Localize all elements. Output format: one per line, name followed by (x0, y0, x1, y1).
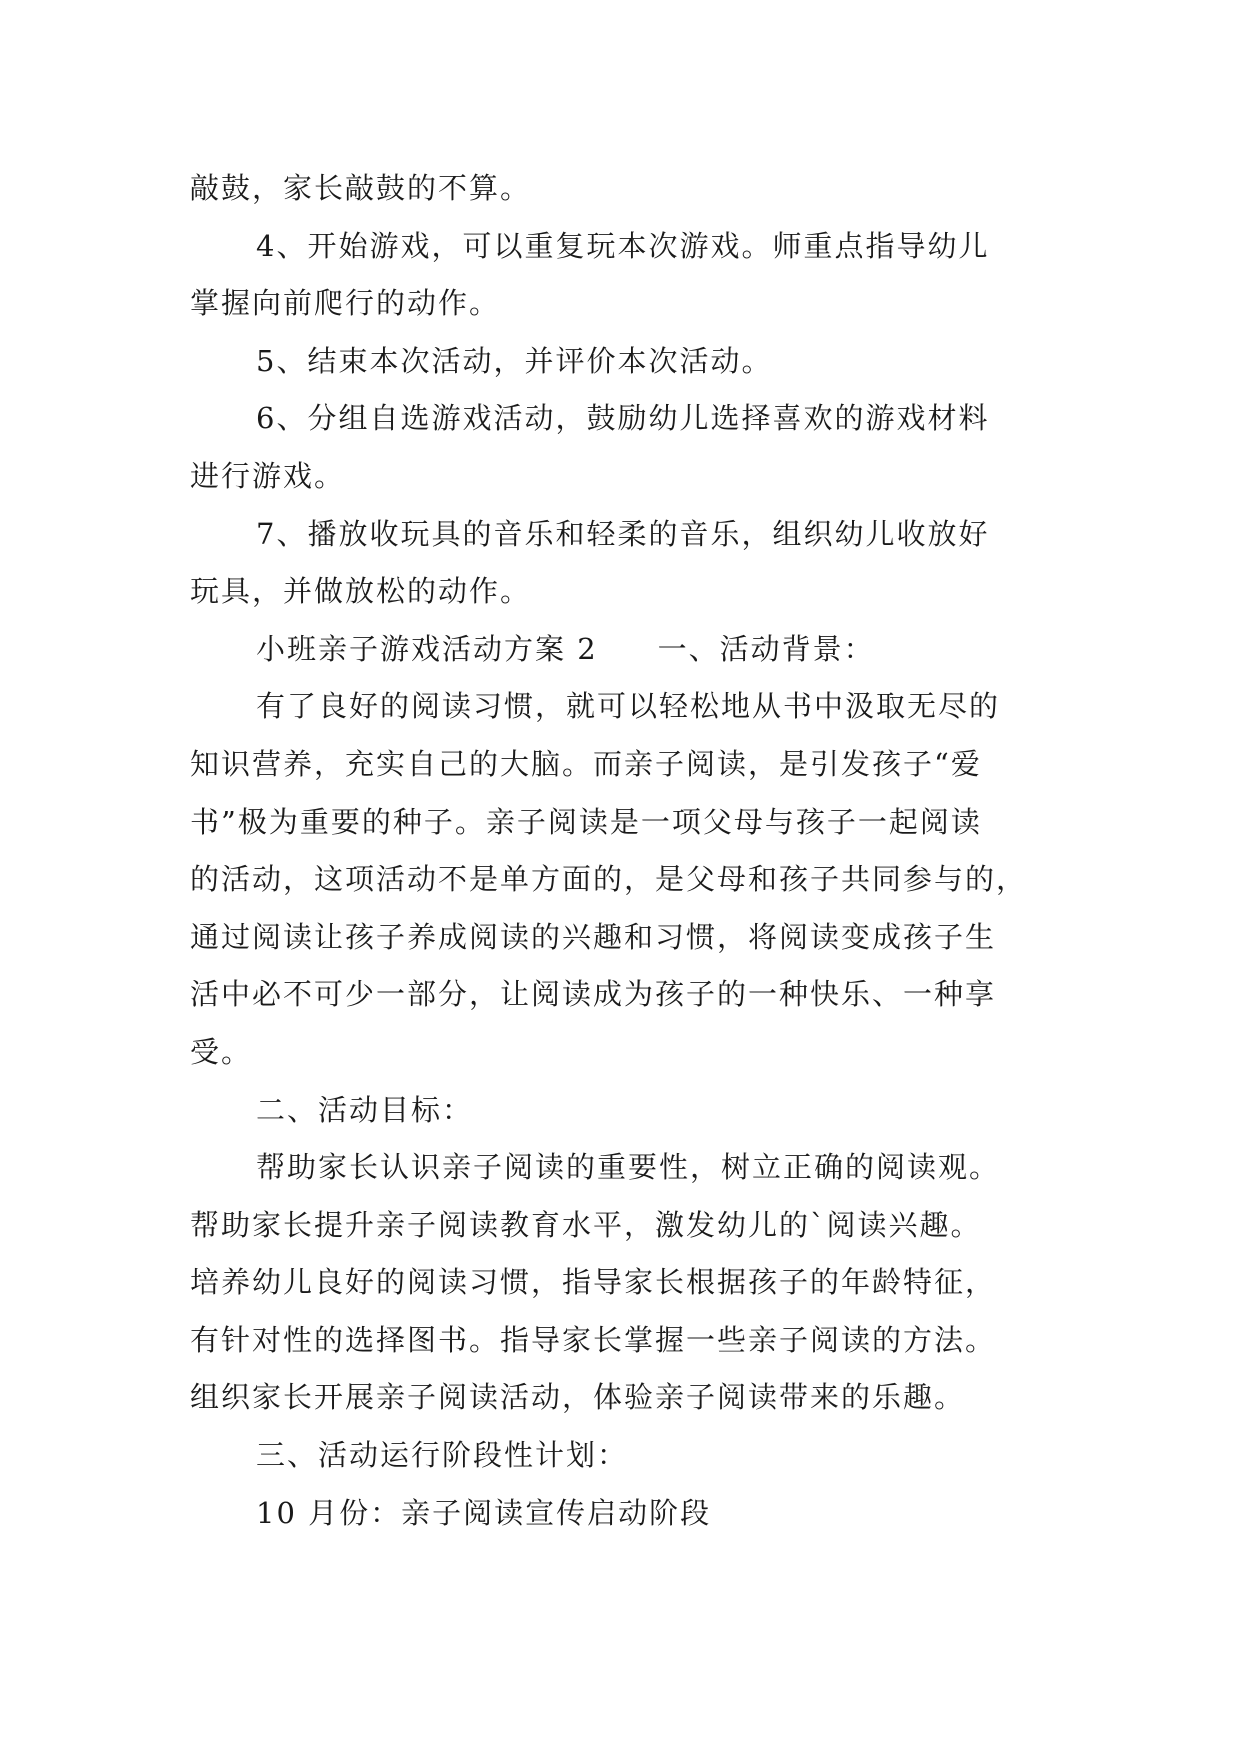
paragraph-2 (190, 218, 1051, 333)
paragraph-7 (190, 678, 1051, 1081)
text-line: 6、分组自选游戏活动，鼓励幼儿选择喜欢的游戏材料 (256, 401, 990, 436)
document-title: 小班亲子游戏活动方案 2 (256, 631, 598, 666)
section-heading: 二、活动目标： (256, 1092, 474, 1127)
text-line: 有针对性的选择图书。指导家长掌握一些亲子阅读的方法。 (190, 1322, 997, 1357)
paragraph-3 (190, 333, 1051, 391)
section-heading: 三、活动运行阶段性计划： (256, 1438, 629, 1473)
paragraph-11 (190, 1485, 1051, 1543)
text-line: 10 月份：亲子阅读宣传启动阶段 (256, 1495, 712, 1530)
text-line: 培养幼儿良好的阅读习惯，指导家长根据孩子的年龄特征， (190, 1265, 997, 1300)
paragraph-10 (190, 1427, 1051, 1485)
text-line: 有了良好的阅读习惯，就可以轻松地从书中汲取无尽的 (256, 689, 1001, 724)
text-line: 5、结束本次活动，并评价本次活动。 (256, 343, 773, 378)
paragraph-8 (190, 1082, 1051, 1140)
text-line: 敲鼓，家长敲鼓的不算。 (190, 171, 532, 205)
heading-line (190, 621, 1051, 679)
text-line: 的活动，这项活动不是单方面的，是父母和孩子共同参与的， (190, 862, 1028, 897)
text-line: 书”极为重要的种子。亲子阅读是一项父母与孩子一起阅读 (190, 804, 982, 839)
text-line: 玩具，并做放松的动作。 (190, 574, 532, 609)
paragraph-1 (190, 160, 1051, 218)
text-line: 知识营养，充实自己的大脑。而亲子阅读，是引发孩子“爱 (190, 746, 982, 781)
text-line: 掌握向前爬行的动作。 (190, 286, 501, 321)
paragraph-5 (190, 506, 1051, 621)
text-line: 组织家长开展亲子阅读活动，体验亲子阅读带来的乐趣。 (190, 1380, 966, 1415)
text-line: 帮助家长认识亲子阅读的重要性，树立正确的阅读观。 (256, 1150, 1001, 1185)
text-line: 受。 (190, 1034, 253, 1069)
text-line: 4、开始游戏，可以重复玩本次游戏。师重点指导幼儿 (256, 228, 990, 263)
paragraph-6-heading (190, 621, 1051, 679)
text-line: 活中必不可少一部分，让阅读成为孩子的一种快乐、一种享 (190, 977, 997, 1012)
section-heading: 一、活动背景： (657, 631, 875, 666)
text-line: 帮助家长提升亲子阅读教育水平，激发幼儿的`阅读兴趣。 (190, 1207, 982, 1242)
paragraph-4 (190, 390, 1051, 505)
text-line: 进行游戏。 (190, 458, 346, 493)
paragraph-9 (190, 1139, 1051, 1427)
text-line: 7、播放收玩具的音乐和轻柔的音乐，组织幼儿收放好 (256, 516, 990, 551)
text-line: 通过阅读让孩子养成阅读的兴趣和习惯，将阅读变成孩子生 (190, 919, 997, 954)
